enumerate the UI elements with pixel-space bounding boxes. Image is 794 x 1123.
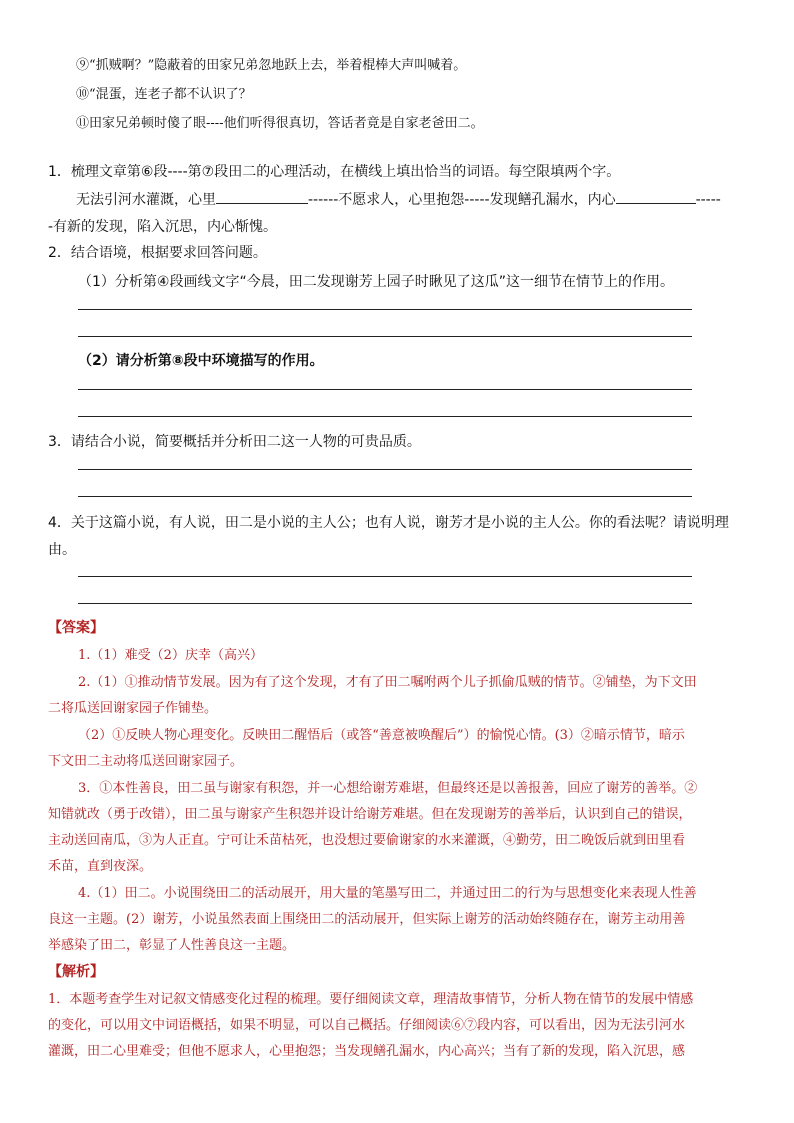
- answer-3-line-4: 禾苗，直到夜深。: [48, 859, 153, 874]
- question-2-sub-1: （1）分析第④段画线文字“今晨，田二发现谢芳上园子时瞅见了这瓜”这一细节在情节上的作用。: [78, 274, 674, 290]
- answer-3-line-3: 主动送回南瓜，③为人正直。宁可让禾苗枯死，也没想过要偷谢家的水来灌溉，④勤劳，田二晚饭后就到田里看: [48, 833, 686, 848]
- q1-text-a2: ------不愿求人，心里抱怨-----发现鳝孔漏水，内心: [308, 192, 616, 208]
- answer-3-line-1: 3．①本性善良，田二虽与谢家有积怨，并一心想给谢芳难堪，但最终还是以善报善，回应了谢芳的善举。②: [78, 781, 698, 796]
- question-4-stem-line-1: 4．关于这篇小说，有人说，田二是小说的主人公；也有人说，谢芳才是小说的主人公。你的看法呢？请说明理: [48, 515, 729, 531]
- answer-line[interactable]: [78, 389, 692, 390]
- answer-4-line-3: 举感染了田二，彰显了人性善良这一主题。: [48, 938, 296, 953]
- answer-4-line-1: 4.（1）田二。小说围绕田二的活动展开，用大量的笔墨写田二，并通过田二的行为与思想变化来表现人性善: [78, 886, 697, 901]
- answer-2-line-1: 2.（1）①推动情节发展。因为有了这个发现，才有了田二嘱咐两个儿子抓偷瓜贼的情节。②铺垫，为下文田: [78, 675, 697, 690]
- q1-text-a1: 无法引河水灌溉，心里: [76, 192, 216, 208]
- analysis-line-1: 1．本题考查学生对记叙文情感变化过程的梳理。要仔细阅读文章，理清故事情节，分析人物在情节的发展中情感: [48, 992, 694, 1007]
- answer-3-line-2: 知错就改（勇于改错），田二虽与谢家产生积怨并设计给谢芳难堪。但在发现谢芳的善举后，认识到自己的错误，: [48, 807, 692, 822]
- answer-line[interactable]: [78, 309, 692, 310]
- story-paragraph-9: ⑨“抓贼啊？”隐蔽着的田家兄弟忽地跃上去，举着棍棒大声叫喊着。: [76, 58, 467, 73]
- answer-1: 1.（1）难受（2）庆幸（高兴）: [78, 648, 263, 663]
- question-1-line-a: [76, 189, 721, 209]
- question-1-line-b: -有新的发现，陷入沉思，内心惭愧。: [48, 219, 278, 235]
- q1-blank-1[interactable]: [216, 189, 308, 204]
- question-4-stem-line-2: 由。: [48, 542, 76, 558]
- question-2-sub-2: （2）请分析第⑧段中环境描写的作用。: [78, 353, 324, 369]
- q1-text-a3: -----: [695, 192, 721, 208]
- answer-2-line-3: （2）①反映人物心理变化。反映田二醒悟后（或答“善意被唤醒后”）的愉悦心情。(3）②暗示情节，暗示: [78, 728, 685, 743]
- answer-line[interactable]: [78, 469, 692, 470]
- question-1-stem: 1．梳理文章第⑥段----第⑦段田二的心理活动，在横线上填出恰当的词语。每空限填两个字。: [48, 164, 621, 180]
- analysis-line-3: 灌溉，田二心里难受；但他不愿求人，心里抱怨；当发现鳝孔漏水，内心高兴；当有了新的发现，陷入沉思，感: [48, 1044, 686, 1059]
- answer-line[interactable]: [78, 603, 692, 604]
- answer-2-line-4: 下文田二主动将瓜送回谢家园子。: [48, 754, 244, 769]
- answer-line[interactable]: [78, 496, 692, 497]
- answer-2-line-2: 二将瓜送回谢家园子作铺垫。: [48, 701, 218, 716]
- story-paragraph-10: ⑩“混蛋，连老子都不认识了？: [76, 87, 252, 102]
- analysis-line-2: 的变化，可以用文中词语概括，如果不明显，可以自己概括。仔细阅读⑥⑦段内容，可以看出，因为无法引河水: [48, 1018, 686, 1033]
- answer-line[interactable]: [78, 416, 692, 417]
- answer-4-line-2: 良这一主题。(2）谢芳，小说虽然表面上围绕田二的活动展开，但实际上谢芳的活动始终随存在，谢芳主动用善: [48, 912, 686, 927]
- q1-blank-2[interactable]: [616, 189, 696, 204]
- question-2-stem: 2．结合语境，根据要求回答问题。: [48, 245, 267, 261]
- story-paragraph-11: ⑪田家兄弟顿时傻了眼----他们听得很真切，答话者竟是自家老爸田二。: [76, 116, 484, 131]
- question-3-stem: 3．请结合小说，简要概括并分析田二这一人物的可贵品质。: [48, 434, 421, 450]
- answer-heading: 【答案】: [48, 620, 104, 636]
- answer-line[interactable]: [78, 576, 692, 577]
- analysis-heading: 【解析】: [48, 964, 104, 980]
- answer-line[interactable]: [78, 336, 692, 337]
